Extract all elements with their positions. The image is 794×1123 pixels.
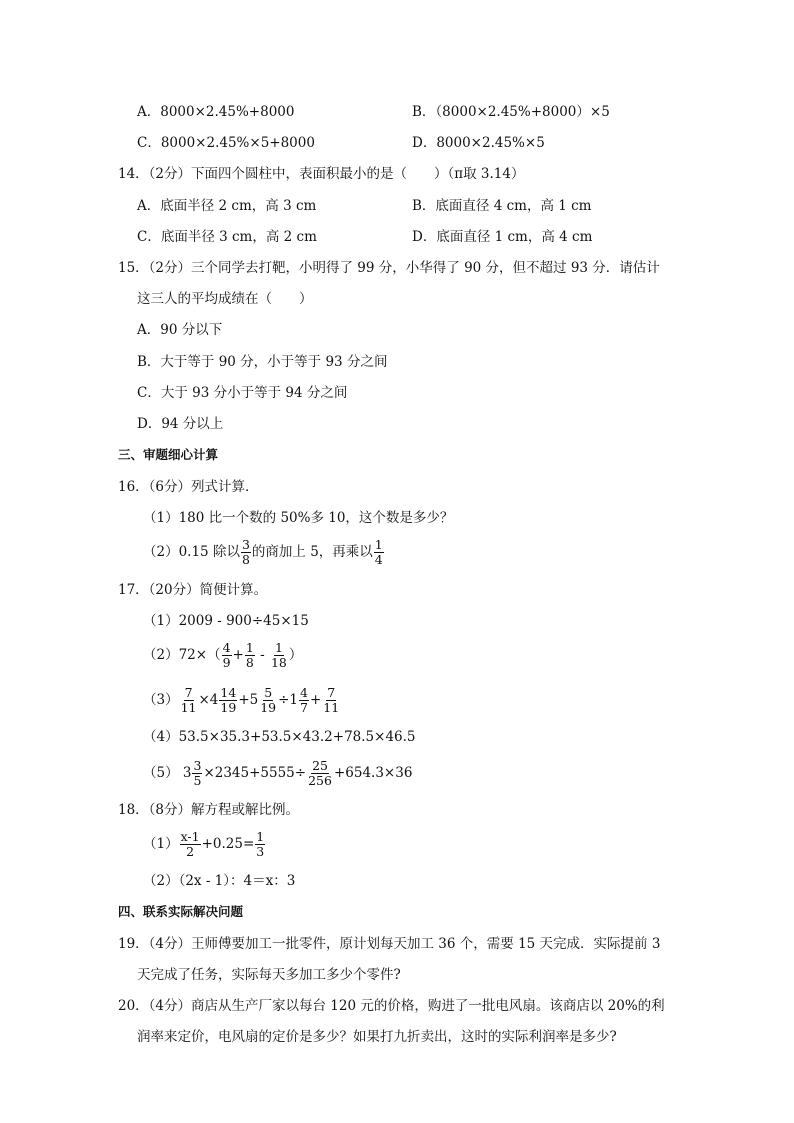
operator: +: [232, 647, 244, 663]
fraction: [255, 830, 265, 859]
fraction: [245, 641, 255, 670]
q15-option-b: B．大于等于 90 分，小于等于 93 分之间: [137, 354, 388, 370]
fraction: [322, 686, 340, 715]
numerator: 1: [256, 829, 265, 844]
operator: +: [309, 692, 322, 708]
fraction: [241, 538, 251, 567]
numerator: 3: [193, 758, 202, 773]
operator: ×4: [198, 692, 219, 708]
q17-part-3-label: （3）: [143, 692, 179, 708]
denominator: 19: [260, 700, 277, 715]
q16-stem: 16．（6分）列式计算．: [118, 479, 259, 495]
numerator: 7: [327, 685, 336, 700]
section-3-heading: 三、审题细心计算: [118, 447, 219, 462]
q17-part-2: [143, 638, 302, 672]
fraction: [299, 686, 309, 715]
q17-part-5-text-end: +654.3×36: [333, 765, 413, 781]
q16-part-2-text-b: 的商加上 5，再乘以: [251, 544, 373, 560]
numerator: 5: [264, 685, 273, 700]
numerator: 25: [312, 758, 328, 773]
numerator: 1: [374, 537, 383, 552]
denominator: 256: [308, 773, 332, 788]
operator: ）: [288, 647, 303, 663]
q17-part-4: （4）53.5×35.3+53.5×43.2+78.5×46.5: [143, 729, 416, 745]
q17-part-5-label: （5） 3: [143, 765, 192, 781]
fraction: [222, 641, 232, 670]
fraction: [307, 759, 333, 788]
denominator: 4: [374, 552, 383, 567]
q17-part-5: [143, 756, 412, 790]
numerator: x-1: [180, 829, 200, 844]
denominator: 8: [241, 552, 250, 567]
q20-line-2: 润率来定价，电风扇的定价是多少？如果打九折卖出，这时的实际利润率是多少?: [137, 1029, 617, 1045]
q14-stem: 14．（2分）下面四个圆柱中，表面积最小的是（ ）（π取 3.14）: [118, 166, 525, 182]
q20-line-1: 20．（4分）商店从生产厂家以每台 120 元的价格，购进了一批电风扇。该商店以 20%的利: [118, 998, 665, 1014]
operator: +5: [238, 692, 259, 708]
denominator: 5: [193, 773, 202, 788]
q16-part-2: [143, 535, 385, 569]
q19-line-2: 天完成了任务，实际每天多加工多少个零件?: [137, 967, 401, 983]
q15-stem-line1: 15．（2分）三个同学去打靶，小明得了 99 分，小华得了 90 分，但不超过 93 分．请估计: [118, 260, 660, 276]
denominator: 9: [222, 655, 231, 670]
q15-option-a: A．90 分以下: [137, 322, 223, 338]
fraction: [270, 641, 288, 670]
q18-part-1-label: （1）: [143, 836, 179, 852]
q15-stem-line2: 这三人的平均成绩在（ ）: [137, 291, 313, 307]
q18-part-2: （2）（2x - 1）：4＝x：3: [143, 873, 296, 889]
q13-option-b: B．（8000×2.45%+8000）×5: [412, 104, 610, 120]
q18-part-1-text: +0.25=: [201, 836, 255, 852]
denominator: 11: [180, 700, 197, 715]
q18-stem: 18．（8分）解方程或解比例。: [118, 802, 300, 818]
numerator: 1: [245, 640, 254, 655]
q14-option-a: A．底面半径 2 cm，高 3 cm: [137, 198, 317, 214]
q19-line-1: 19．（4分）王师傅要加工一批零件，原计划每天加工 36 个，需要 15 天完成．实际提前 3: [118, 936, 661, 952]
fraction: [374, 538, 384, 567]
q17-part-2-text: （2）72×（: [143, 647, 221, 663]
denominator: 19: [220, 700, 237, 715]
q17-part-5-text: ×2345+5555÷: [203, 765, 307, 781]
numerator: 14: [220, 685, 237, 700]
operator: ÷1: [278, 692, 299, 708]
q16-part-2-text-a: （2）0.15 除以: [143, 544, 240, 560]
denominator: 18: [270, 655, 287, 670]
q16-part-1: （1）180 比一个数的 50%多 10，这个数是多少？: [143, 510, 454, 526]
denominator: 11: [323, 700, 340, 715]
q17-part-1: （1）2009 - 900÷45×15: [143, 613, 309, 629]
q15-option-c: C．大于 93 分小于等于 94 分之间: [137, 385, 348, 401]
q13-option-c: C．8000×2.45%×5+8000: [137, 135, 315, 151]
q14-option-d: D．底面直径 1 cm，高 4 cm: [412, 229, 593, 245]
numerator: 3: [241, 537, 250, 552]
operator: -: [255, 647, 269, 663]
q17-part-3: [143, 683, 341, 717]
fraction: [180, 830, 201, 859]
q13-option-d: D．8000×2.45%×5: [412, 135, 545, 151]
section-4-heading: 四、联系实际解决问题: [118, 904, 244, 919]
fraction: [259, 686, 277, 715]
q13-option-a: A．8000×2.45%+8000: [137, 104, 295, 120]
q17-stem: 17．（20分）简便计算。: [118, 582, 268, 598]
numerator: 1: [274, 640, 283, 655]
q14-option-c: C．底面半径 3 cm，高 2 cm: [137, 229, 317, 245]
denominator: 7: [300, 700, 308, 715]
denominator: 8: [245, 655, 254, 670]
q15-option-d: D．94 分以上: [137, 416, 224, 432]
denominator: 3: [256, 844, 265, 859]
numerator: 4: [222, 640, 231, 655]
numerator: 7: [184, 685, 193, 700]
fraction: [219, 686, 237, 715]
numerator: 4: [300, 685, 308, 700]
q14-option-b: B．底面直径 4 cm，高 1 cm: [412, 198, 592, 214]
fraction: [180, 686, 198, 715]
denominator: 2: [186, 844, 195, 859]
fraction: [192, 759, 202, 788]
q18-part-1: [143, 827, 266, 861]
